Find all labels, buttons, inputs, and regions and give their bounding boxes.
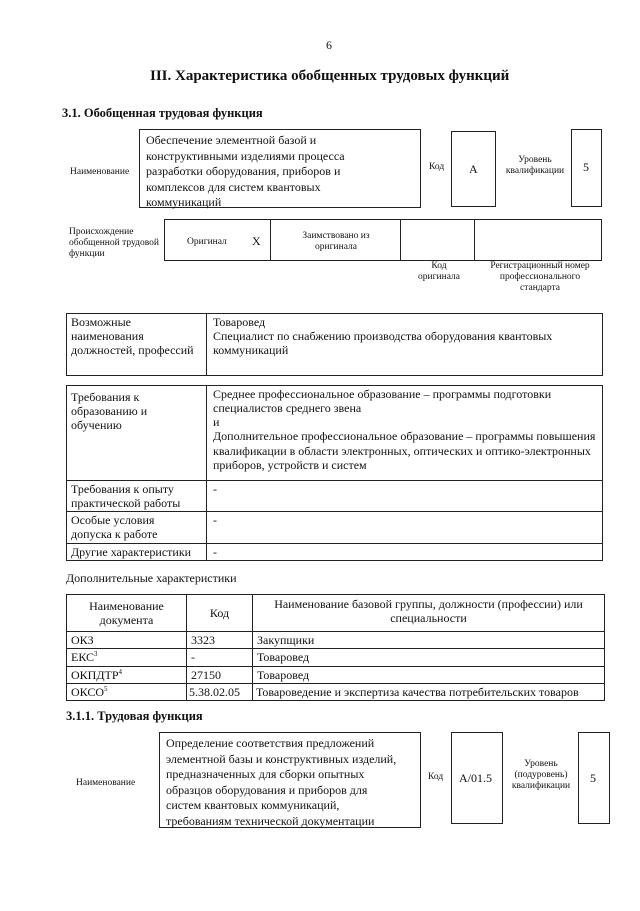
section-title: III. Характеристика обобщенных трудовых функций [150, 68, 510, 84]
requirement-value: Среднее профессиональное образование – программы подготовки специалистов среднего звена и Дополнительное профессиональное образование – программы повышения квалификации в области электронных, оптических и оптико-электронных приборов, устройств и систем [207, 386, 603, 481]
positions-values [207, 314, 603, 376]
code-original-label: Код оригинала [418, 261, 460, 283]
position-item: Товаровед [213, 315, 266, 329]
additional-row [67, 666, 605, 683]
position-item: Специалист по снабжению производства оборудования квантовых коммуникаций [213, 329, 553, 358]
col-name-header: Наименование базовой группы, должности (профессии) или специальности [253, 595, 605, 632]
additional-heading: Дополнительные характеристики [66, 571, 237, 585]
origin-label: Происхождение обобщенной трудовой функции [69, 227, 159, 260]
additional-code: 27150 [187, 666, 253, 683]
requirement-label: Требования к образованию и обучению [67, 386, 207, 481]
footnote-ref: 4 [118, 667, 123, 676]
additional-name: Товаровед [253, 666, 605, 683]
additional-code: 3323 [187, 632, 253, 649]
page-number: 6 [326, 38, 332, 52]
additional-name: Товароведение и экспертиза качества потребительских товаров [253, 683, 605, 700]
additional-code: - [187, 649, 253, 666]
additional-code: 5.38.02.05 [187, 683, 253, 700]
gtf-code-label: Код [429, 162, 445, 172]
positions-label: Возможные наименования должностей, профессий [67, 314, 207, 376]
tf-level-box [578, 732, 610, 824]
requirement-row [67, 481, 603, 512]
col-code-header: Код [187, 595, 253, 632]
origin-divider-1 [270, 219, 271, 261]
requirement-value: - [207, 512, 603, 543]
footnote-ref: 3 [94, 650, 98, 659]
requirement-label: Требования к опыту практической работы [67, 481, 207, 512]
gtf-name-box [139, 129, 421, 208]
gtf-code-box [451, 131, 496, 207]
original-mark: X [252, 234, 261, 248]
tf-code-label: Код [428, 772, 444, 782]
additional-row [67, 632, 605, 649]
reg-number-label: Регистрационный номер профессионального стандарта [490, 261, 590, 294]
original-label: Оригинал [187, 237, 227, 247]
gtf-heading: 3.1. Обобщенная трудовая функция [62, 106, 263, 120]
tf-name-value: Определение соответствия предложений элементной базы и конструктивных изделий, предназначенных для сборки опытных образцов оборудования и приборов для систем квантовых коммуникаций, требованиям технической документации [166, 736, 397, 828]
tf-name-label: Наименование [76, 778, 136, 788]
positions-table [66, 313, 603, 376]
requirement-label: Другие характеристики [67, 543, 207, 560]
additional-doc: ОКПДТР$^4$ [67, 666, 187, 683]
col-doc-header: Наименование документа [67, 595, 187, 632]
gtf-level-value: 5 [583, 160, 589, 174]
positions-row [67, 314, 603, 376]
additional-row [67, 649, 605, 666]
tf-heading: 3.1.1. Трудовая функция [66, 709, 203, 723]
gtf-name-value: Обеспечение элементной базой и конструктивными изделиями процесса разработки оборудования, приборов и комплексов для систем квантовых коммуникаций [146, 133, 345, 210]
additional-row [67, 683, 605, 700]
tf-code-value: A/01.5 [459, 771, 492, 785]
gtf-code-value: А [469, 162, 478, 176]
requirement-value: - [207, 481, 603, 512]
additional-name: Закупщики [253, 632, 605, 649]
origin-divider-2 [400, 219, 401, 261]
requirement-row [67, 512, 603, 543]
gtf-level-box [571, 129, 602, 207]
tf-level-label: Уровень (подуровень) квалификации [511, 759, 571, 792]
additional-name: Товаровед [253, 649, 605, 666]
additional-table [66, 594, 605, 701]
additional-doc: ОКЗ [67, 632, 187, 649]
requirements-table [66, 385, 603, 561]
requirement-row [67, 543, 603, 560]
footnote-ref: 5 [104, 684, 108, 693]
requirement-label: Особые условия допуска к работе [67, 512, 207, 543]
origin-divider-3 [474, 219, 475, 261]
additional-doc: ОКСО$^5$ [67, 683, 187, 700]
tf-level-value: 5 [590, 771, 596, 785]
requirement-row [67, 386, 603, 481]
tf-name-box [159, 732, 421, 828]
additional-doc: ЕКС$^3$ [67, 649, 187, 666]
gtf-level-label: Уровень квалификации [505, 155, 565, 177]
tf-code-box [451, 732, 503, 824]
requirement-value: - [207, 543, 603, 560]
gtf-name-label: Наименование [70, 167, 130, 177]
additional-header-row [67, 595, 605, 632]
borrowed-label: Заимствовано из оригинала [302, 231, 370, 253]
